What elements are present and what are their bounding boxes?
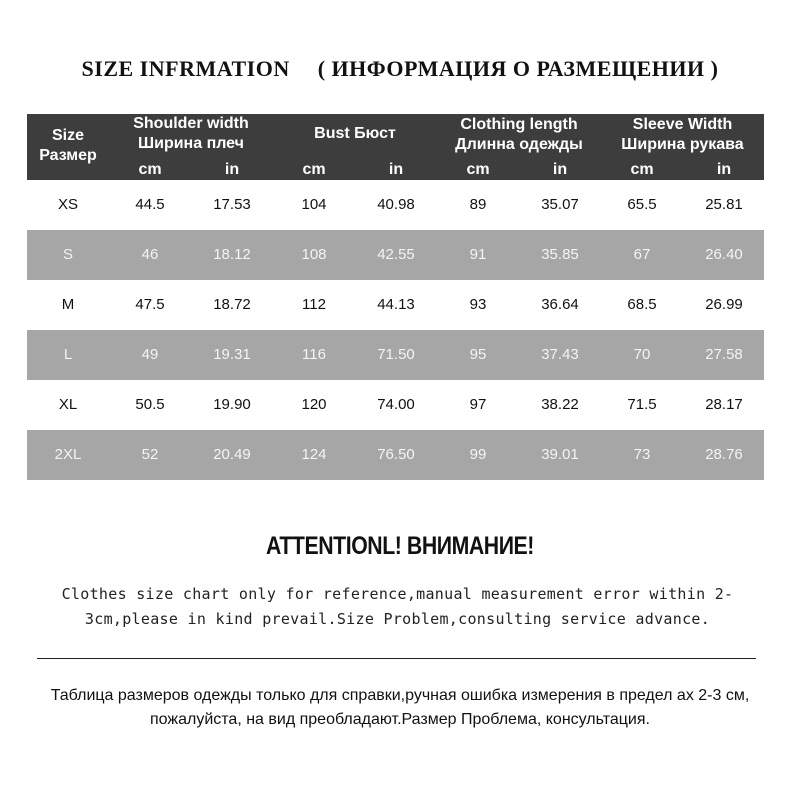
- table-cell: 93: [469, 296, 487, 313]
- unit-cm-header: cm: [466, 161, 490, 178]
- sleeve-width-header-ru: Ширина рукава: [621, 136, 744, 153]
- table-header: [27, 114, 764, 180]
- shoulder-width-header: [109, 114, 273, 154]
- table-cell: 97: [469, 396, 487, 413]
- table-cell: 18.72: [213, 296, 251, 313]
- shoulder-width-header-ru: Ширина плеч: [138, 135, 244, 152]
- table-cell: 112: [302, 296, 326, 313]
- table-cell: 95: [469, 346, 487, 363]
- table-cell: 40.98: [377, 196, 415, 213]
- table-cell: 65.5: [627, 196, 657, 213]
- bust-header-label: Bust Бюст: [314, 125, 396, 142]
- table-cell: 68.5: [627, 296, 657, 313]
- table-row: [27, 230, 764, 280]
- table-cell: 108: [301, 246, 327, 263]
- table-cell: 91: [469, 246, 487, 263]
- attention-heading: ATTENTIONL! ВНИМАНИЕ!: [266, 532, 534, 560]
- table-cell: 124: [301, 446, 327, 463]
- table-cell: 52: [141, 446, 159, 463]
- size-cell: XL: [58, 396, 78, 413]
- table-cell: 49: [141, 346, 159, 363]
- table-cell: 71.5: [627, 396, 657, 413]
- table-cell: 71.50: [377, 346, 415, 363]
- size-cell: L: [63, 346, 73, 363]
- table-row: [27, 180, 764, 230]
- unit-cm-header: cm: [138, 161, 162, 178]
- table-cell: 26.40: [705, 246, 743, 263]
- table-body: [27, 180, 764, 480]
- clothing-length-header-ru: Длинна одежды: [455, 136, 583, 153]
- table-cell: 99: [469, 446, 487, 463]
- table-cell: 89: [469, 196, 487, 213]
- clothing-length-header-en: Clothing length: [460, 116, 578, 133]
- table-cell: 67: [633, 246, 651, 263]
- unit-in-header: in: [552, 161, 568, 178]
- table-cell: 25.81: [705, 196, 743, 213]
- size-cell: M: [61, 296, 75, 313]
- table-cell: 120: [301, 396, 327, 413]
- table-cell: 37.43: [541, 346, 579, 363]
- size-cell: S: [62, 246, 73, 263]
- clothing-length-header: [437, 115, 601, 155]
- table-row: [27, 280, 764, 330]
- unit-in-header: in: [224, 161, 240, 178]
- table-cell: 39.01: [541, 446, 579, 463]
- title-ru: ( ИНФОРМАЦИЯ О РАЗМЕЩЕНИИ ): [317, 56, 719, 81]
- table-cell: 73: [633, 446, 651, 463]
- table-cell: 104: [301, 196, 327, 213]
- sleeve-width-header-en: Sleeve Width: [632, 116, 733, 133]
- table-cell: 38.22: [541, 396, 579, 413]
- table-cell: 74.00: [377, 396, 415, 413]
- page-title: [0, 56, 800, 82]
- table-cell: 46: [141, 246, 159, 263]
- divider: [37, 658, 756, 659]
- table-cell: 36.64: [541, 296, 579, 313]
- unit-in-header: in: [388, 161, 404, 178]
- size-header-ru: Размер: [39, 147, 97, 164]
- bust-header: [273, 124, 437, 144]
- table-cell: 44.5: [135, 196, 165, 213]
- note-english: Clothes size chart only for reference,manual measurement error within 2-3cm,please in kind prevail.Size Problem,consulting service advance.: [61, 585, 734, 628]
- table-cell: 35.85: [541, 246, 579, 263]
- size-table: [27, 114, 764, 480]
- note-russian: Таблица размеров одежды только для справки,ручная ошибка измерения в предел ах 2-3 см, пожалуйста, на вид преобладают.Размер Проблема, консультация.: [50, 687, 750, 728]
- unit-cm-header: cm: [302, 161, 326, 178]
- size-cell: XS: [57, 196, 78, 213]
- table-cell: 42.55: [377, 246, 415, 263]
- table-cell: 27.58: [705, 346, 743, 363]
- table-cell: 18.12: [213, 246, 251, 263]
- table-row: [27, 430, 764, 480]
- shoulder-width-header-en: Shoulder width: [133, 115, 249, 132]
- table-cell: 116: [302, 346, 326, 363]
- table-cell: 28.17: [705, 396, 743, 413]
- table-cell: 50.5: [135, 396, 165, 413]
- table-cell: 70: [633, 346, 651, 363]
- size-cell: 2XL: [54, 446, 82, 463]
- table-cell: 26.99: [705, 296, 743, 313]
- table-cell: 47.5: [135, 296, 165, 313]
- table-row: [27, 330, 764, 380]
- table-cell: 28.76: [705, 446, 743, 463]
- table-cell: 20.49: [213, 446, 251, 463]
- sleeve-width-header: [601, 115, 764, 155]
- table-cell: 19.90: [213, 396, 251, 413]
- table-cell: 17.53: [213, 196, 251, 213]
- title-en: SIZE INFRMATION: [81, 56, 290, 81]
- table-cell: 44.13: [377, 296, 415, 313]
- table-row: [27, 380, 764, 430]
- size-header-en: Size: [51, 127, 84, 144]
- unit-cm-header: cm: [630, 161, 654, 178]
- size-column-header: [27, 126, 109, 166]
- table-cell: 35.07: [541, 196, 579, 213]
- unit-in-header: in: [716, 161, 732, 178]
- table-cell: 19.31: [213, 346, 251, 363]
- table-cell: 76.50: [377, 446, 415, 463]
